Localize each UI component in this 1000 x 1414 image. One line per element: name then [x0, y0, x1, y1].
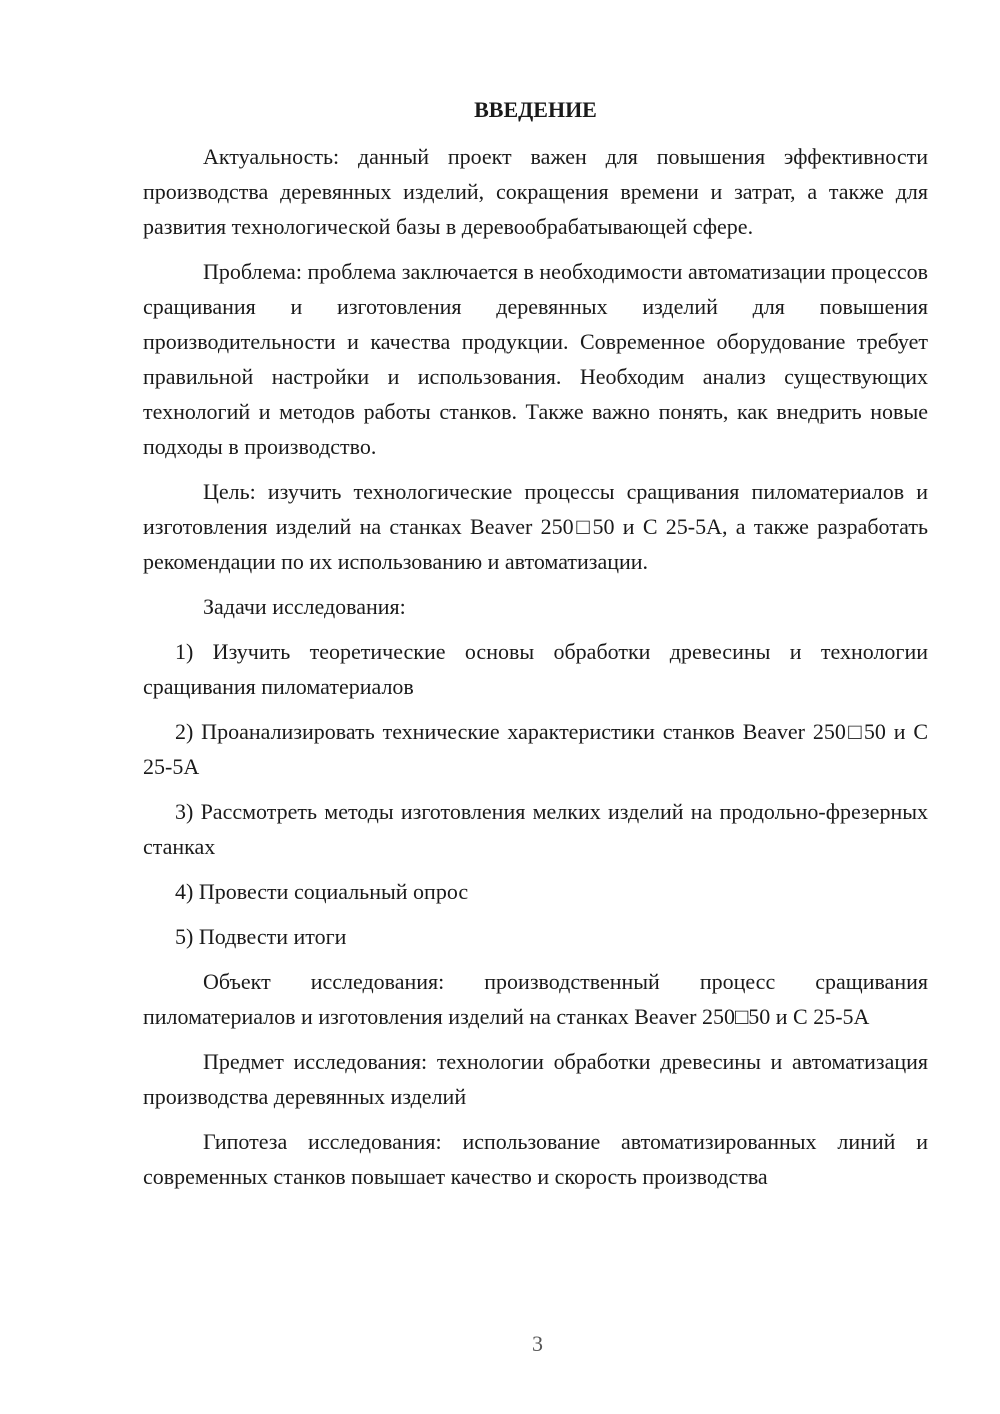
task-item: 5) Подвести итоги	[175, 924, 347, 949]
task-item: 3) Рассмотреть методы изготовления мелких изделий на продольно-фрезерных станках	[143, 799, 928, 859]
paragraph-relevance: Актуальность: данный проект важен для повышения эффективности производства деревянных изделий, сокращения времени и затрат, а также для развития технологической базы в деревообрабатывающей сфере.	[143, 144, 928, 239]
task-item: 4) Провести социальный опрос	[175, 879, 469, 904]
paragraph-subject: Предмет исследования: технологии обработки древесины и автоматизация производства деревянных изделий	[143, 1049, 928, 1109]
document-page	[143, 92, 928, 1204]
task-item: 1) Изучить теоретические основы обработки древесины и технологии сращивания пиломатериалов	[143, 639, 928, 699]
tasks-heading: Задачи исследования:	[203, 594, 406, 619]
document-title: ВВЕДЕНИЕ	[474, 97, 597, 122]
task-item: 2) Проанализировать технические характеристики станков Beaver 250□50 и С 25-5А	[143, 719, 928, 779]
paragraph-hypothesis: Гипотеза исследования: использование автоматизированных линий и современных станков повышает качество и скорость производства	[143, 1129, 928, 1189]
paragraph-problem: Проблема: проблема заключается в необходимости автоматизации процессов сращивания и изготовления деревянных изделий для повышения производительности и качества продукции. Современное оборудование требует правильной настройки и использования. Необходим анализ существующих технологий и методов работы станков. Также важно понять, как внедрить новые подходы в производство.	[143, 259, 928, 459]
page-number: 3	[532, 1331, 543, 1356]
paragraph-object: Объект исследования: производственный процесс сращивания пиломатериалов и изготовления изделий на станках Beaver 250□50 и С 25-5А	[143, 969, 928, 1029]
paragraph-goal: Цель: изучить технологические процессы сращивания пиломатериалов и изготовления изделий на станках Beaver 250□50 и С 25-5А, а также разработать рекомендации по их использованию и автоматизации.	[143, 479, 928, 574]
